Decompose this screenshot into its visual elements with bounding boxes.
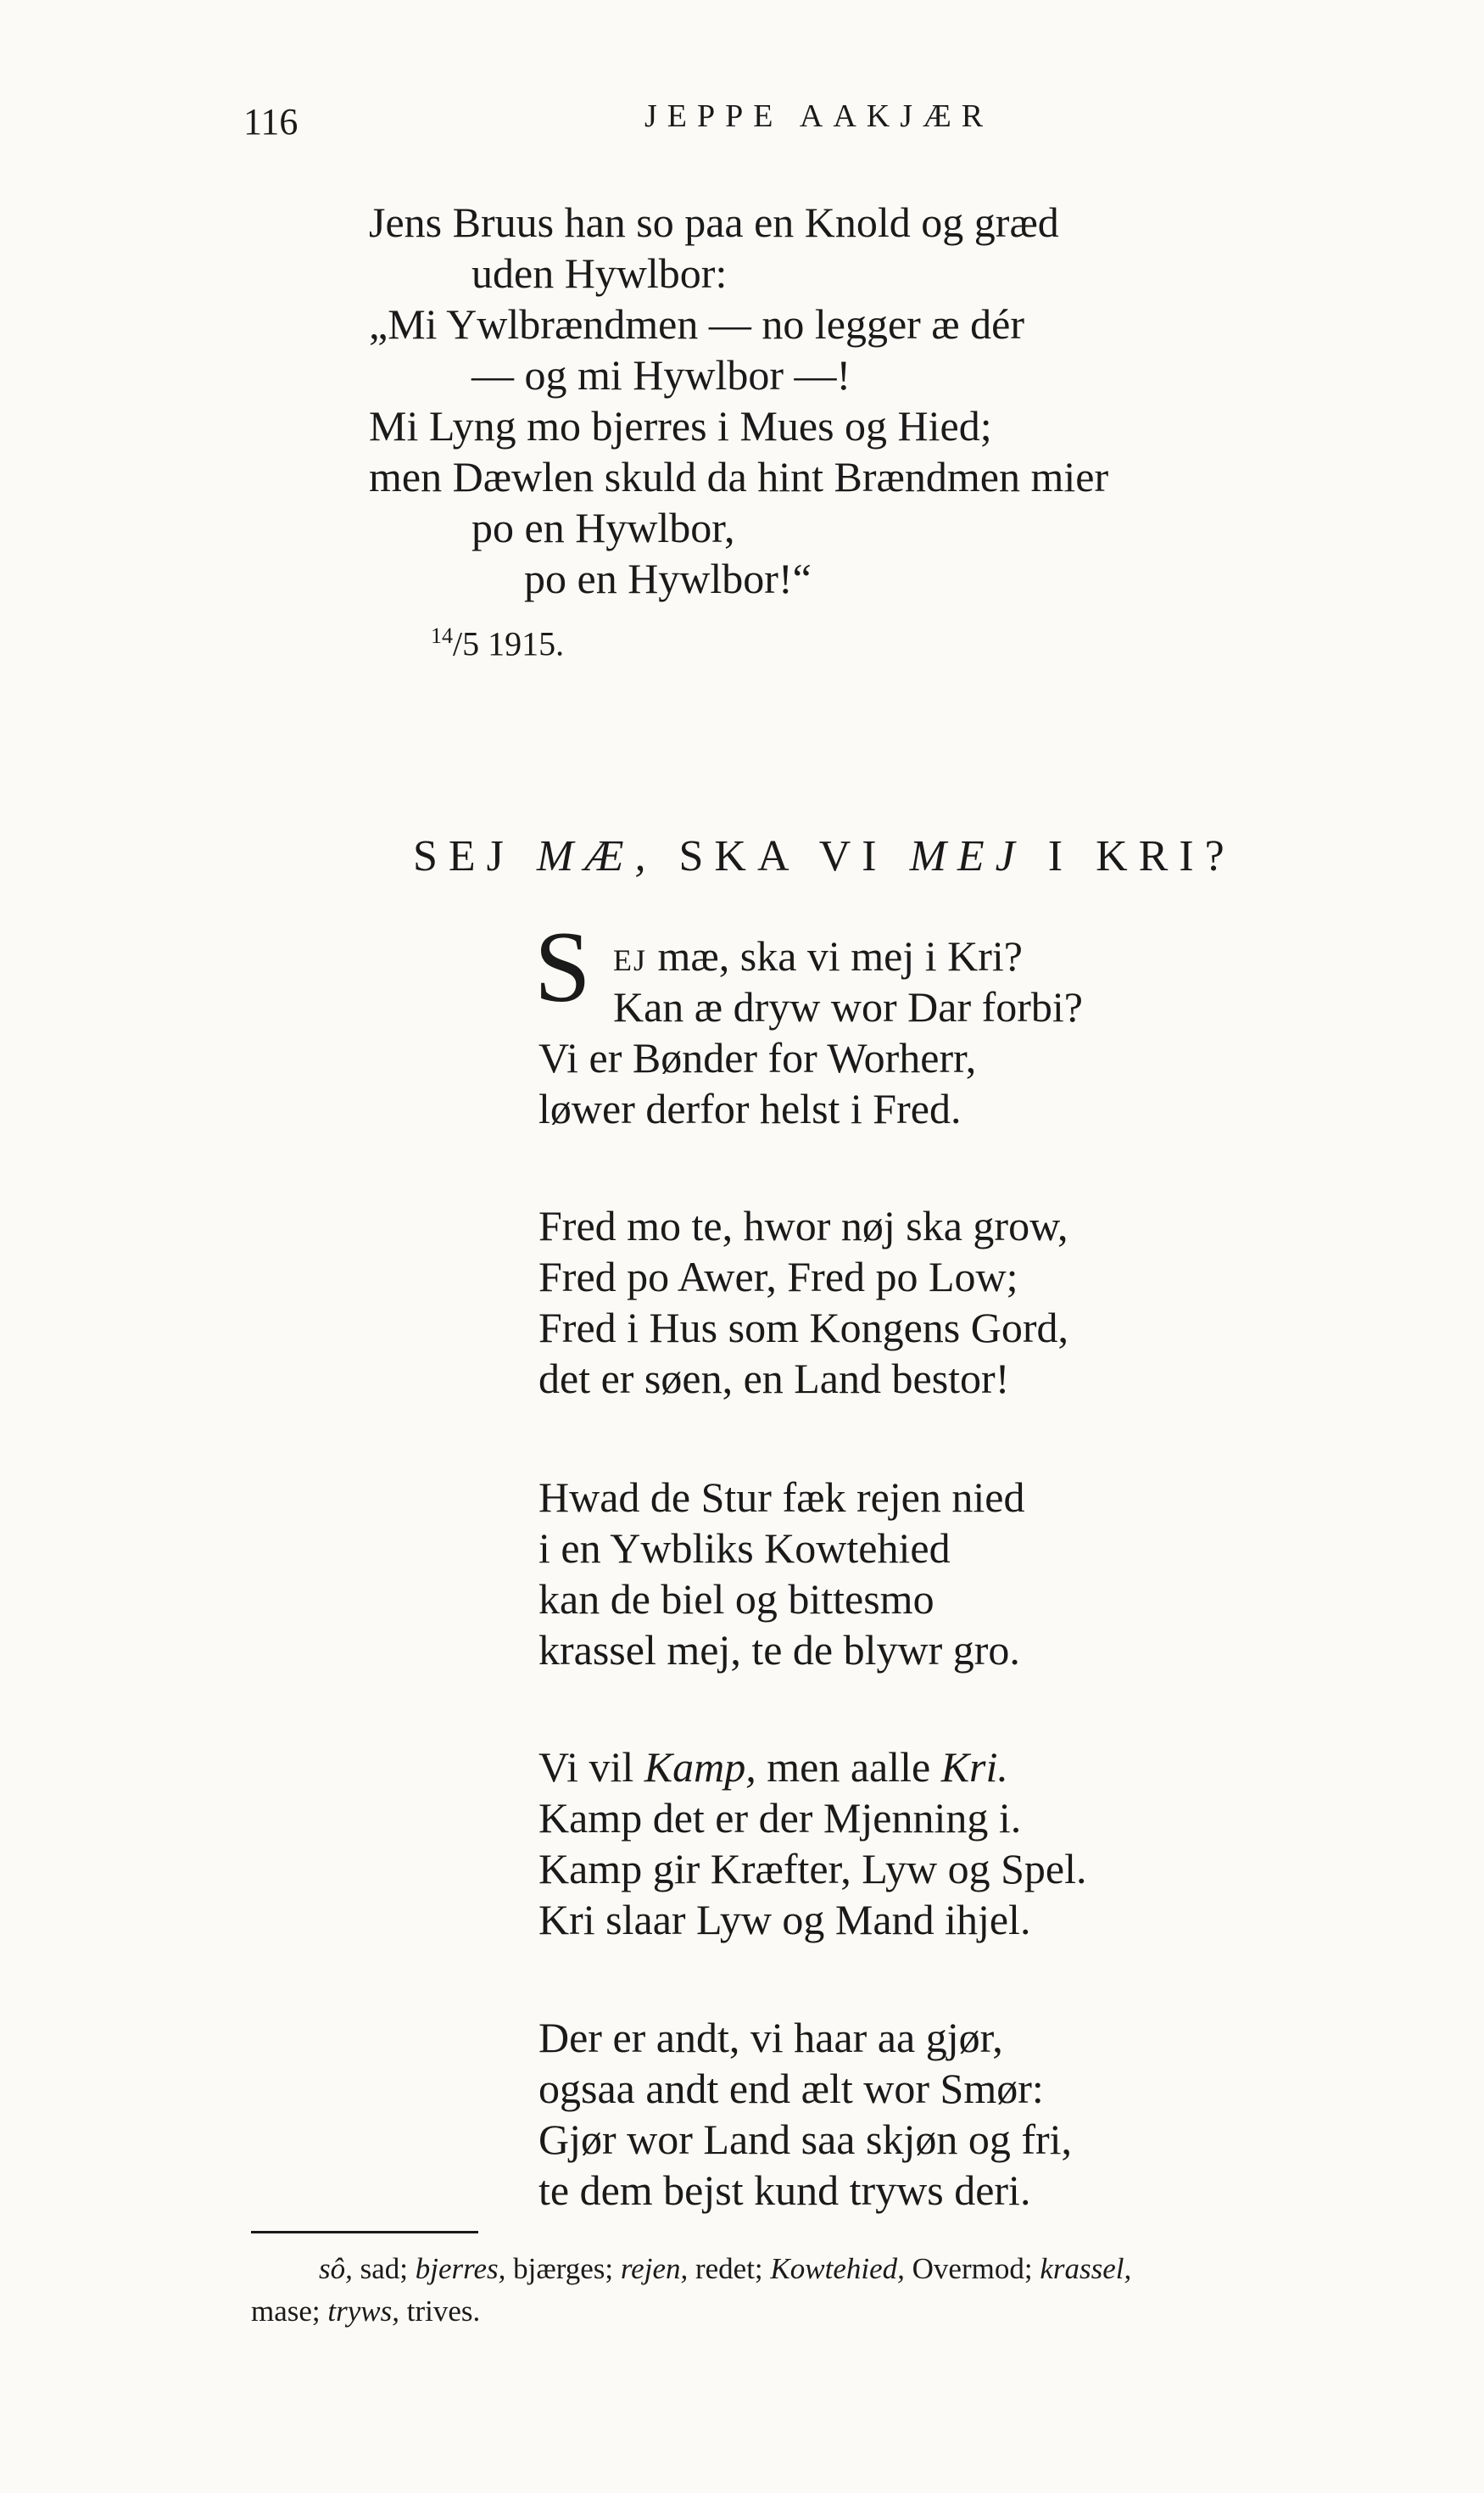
line-fragment: Vi vil [538,1743,634,1791]
poem-line: det er søen, en Land bestor! [538,1355,1010,1402]
date-day: 14 [431,623,453,648]
footnote-line [319,2248,1131,2290]
title-word: SKA VI [678,832,888,880]
gloss-definition: Overmod; [912,2252,1033,2285]
footnote-rule [251,2231,478,2233]
poem-line [613,931,1023,986]
poem-title [413,831,1236,881]
poem-date [431,623,564,663]
poem-line: Fred po Awer, Fred po Low; [538,1253,1018,1300]
poem-line [538,1741,1008,1792]
first-line-rest: mæ, ska vi mej i Kri? [657,932,1023,980]
poem-line: i en Ywbliks Kowtehied [538,1524,951,1572]
poem-line: Der er andt, vi haar aa gjør, [538,2014,1003,2061]
page-number: 116 [243,101,298,143]
poem-line: kan de biel og bittesmo [538,1575,934,1623]
gloss-term: tryws, [327,2295,399,2328]
gloss-definition: redet; [695,2252,763,2285]
poem-line: uden Hywlbor: [471,249,728,297]
gloss-term: rejen, [620,2252,689,2285]
poem-line: Hwad de Stur fæk rejen nied [538,1473,1025,1521]
gloss-definition: trives. [406,2295,481,2328]
poem-line: Kan æ dryw wor Dar forbi? [613,983,1084,1031]
title-word: SEJ [413,832,515,880]
poem-line: Mi Lyng mo bjerres i Mues og Hied; [369,402,992,450]
poem-line: Fred mo te, hwor nøj ska grow, [538,1202,1068,1249]
gloss-term: krassel, [1040,2252,1132,2285]
gloss-term: sô, [319,2252,353,2285]
line-fragment: men aalle [767,1743,931,1791]
poem-line: Fred i Hus som Kongens Gord, [538,1304,1068,1351]
gloss-definition: mase; [251,2295,321,2328]
poem-line: po en Hywlbor, [471,504,735,551]
title-word: MÆ, [536,832,657,880]
date-month: /5 [453,624,480,663]
poem-line: Vi er Bønder for Worherr, [538,1034,977,1082]
poem-line: te dem bejst kund tryws deri. [538,2166,1031,2214]
poem-line: — og mi Hywlbor —! [471,351,851,399]
poem-line: Gjør wor Land saa skjøn og fri, [538,2116,1073,2163]
running-head: JEPPE AAKJÆR [644,98,994,134]
poem-line: Kri slaar Lyw og Mand ihjel. [538,1896,1031,1943]
gloss-definition: sad; [360,2252,409,2285]
gloss-term: bjerres, [415,2252,506,2285]
line-fragment-italic: Kamp, [644,1743,756,1791]
title-word: I KRI? [1047,832,1236,880]
poem-line: men Dæwlen skuld da hint Brændmen mier [369,453,1109,500]
title-word: MEJ [909,832,1026,880]
gloss-definition: bjærges; [513,2252,614,2285]
date-year: 1915. [488,624,565,663]
poem-line: Kamp det er der Mjenning i. [538,1794,1022,1842]
poem-line: krassel mej, te de blywr gro. [538,1626,1020,1674]
drop-cap: S [534,910,591,1023]
poem-line: Kamp gir Kræfter, Lyw og Spel. [538,1845,1087,1892]
line-fragment-italic: Kri. [940,1743,1008,1791]
poem-line: ogsaa andt end ælt wor Smør: [538,2065,1044,2112]
poem-line: Jens Bruus han so paa en Knold og græd [369,198,1059,246]
gloss-term: Kowtehied, [770,2252,905,2285]
footnote-line [251,2290,480,2333]
poem-line: po en Hywlbor!“ [524,555,812,602]
poem-line: „Mi Ywlbrændmen — no legger æ dér [369,300,1024,348]
poem-line: løwer derfor helst i Fred. [538,1085,962,1132]
first-word-rest: EJ [613,943,647,977]
